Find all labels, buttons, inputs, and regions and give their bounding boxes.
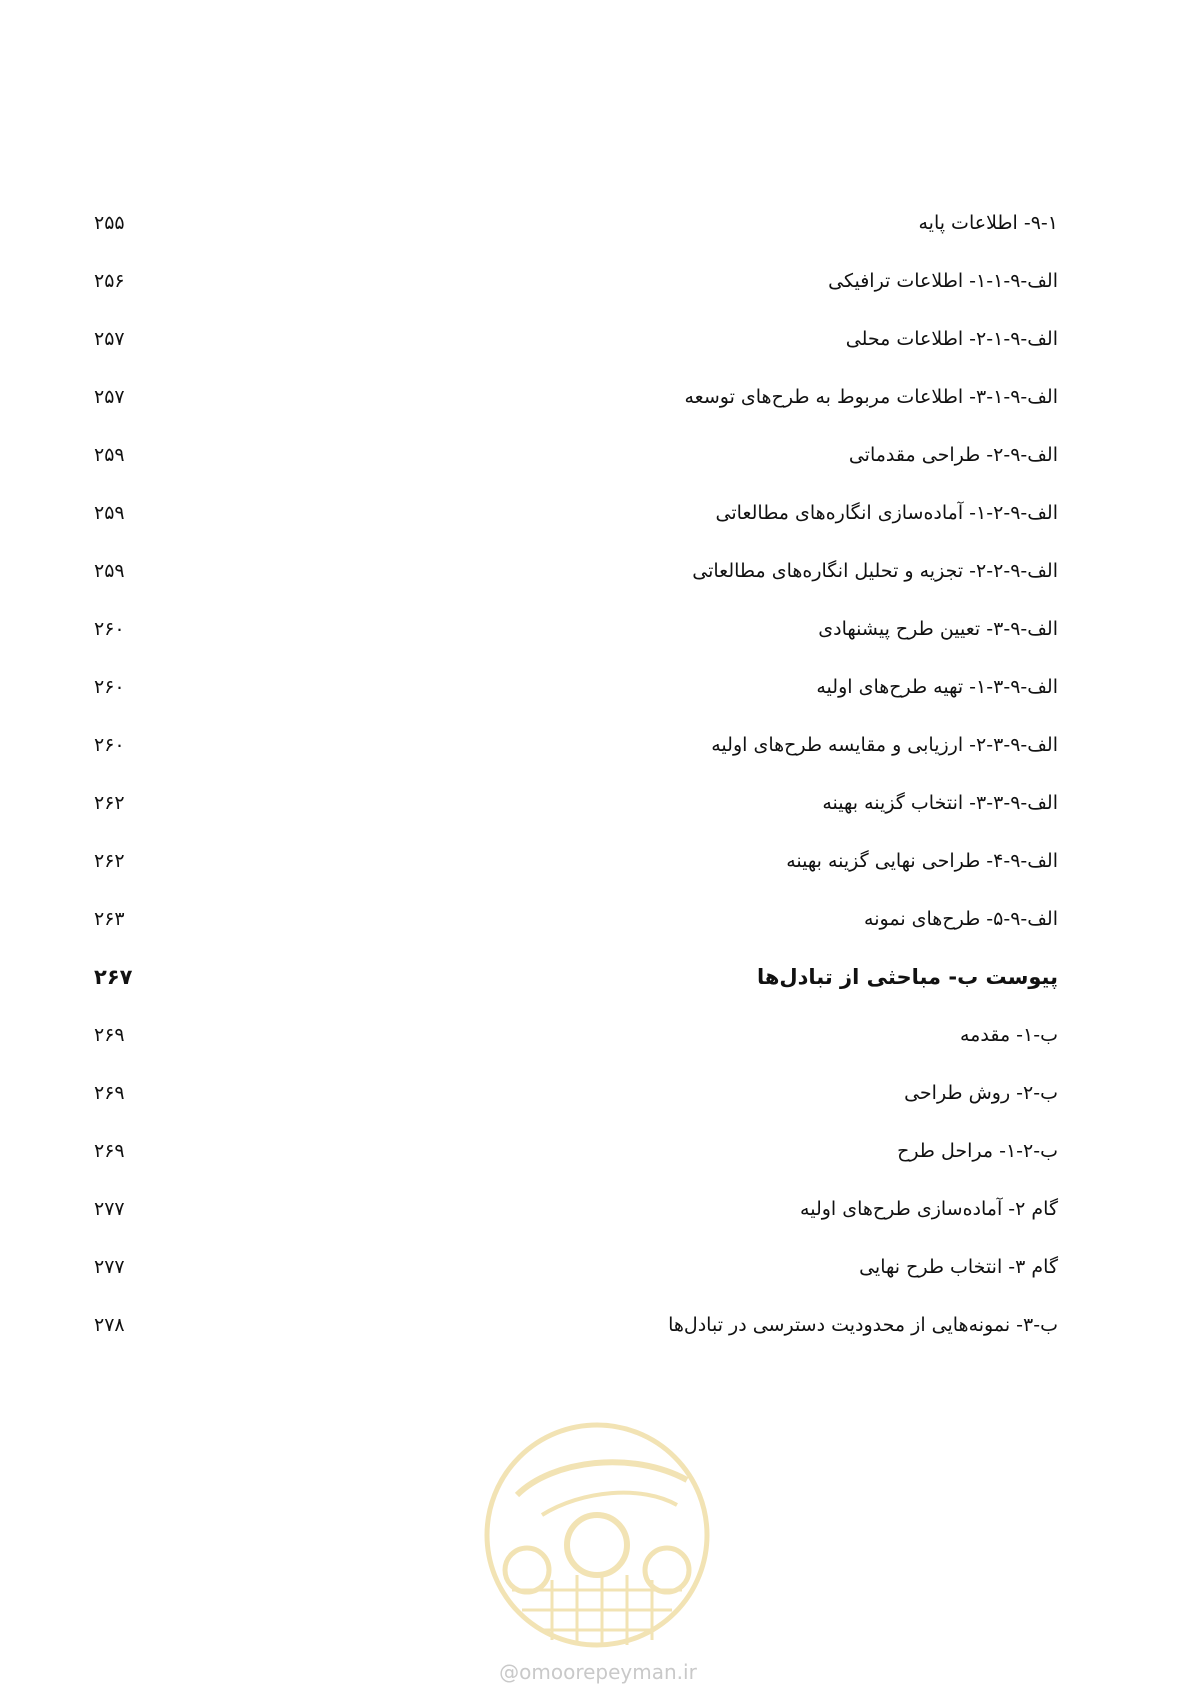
toc-entry[interactable]	[94, 1080, 1058, 1138]
toc-entry-page-number: ۲۷۷	[94, 1256, 125, 1278]
toc-entry-page-number: ۲۵۷	[94, 386, 125, 408]
toc-entry-title: الف-۹-۳-۲- ارزیابی و مقایسه طرح‌های اولیه	[711, 734, 1058, 756]
toc-entry-title: الف-۹-۳-۳- انتخاب گزینه بهینه	[822, 792, 1058, 814]
toc-entry-page-number: ۲۶۰	[94, 618, 125, 640]
watermark-url: @omoorepeyman.ir	[499, 1660, 697, 1684]
table-of-contents	[94, 210, 1058, 1370]
toc-section-heading[interactable]	[94, 964, 1058, 1022]
toc-entry[interactable]	[94, 1312, 1058, 1370]
toc-entry-page-number: ۲۶۳	[94, 908, 125, 930]
toc-entry-page-number: ۲۶۲	[94, 850, 125, 872]
toc-entry[interactable]	[94, 848, 1058, 906]
toc-section-page-number: ۲۶۷	[94, 965, 133, 989]
toc-entry-page-number: ۲۷۸	[94, 1314, 125, 1336]
toc-entry[interactable]	[94, 1196, 1058, 1254]
toc-entry-title: ب-۱- مقدمه	[960, 1024, 1058, 1046]
toc-entry[interactable]	[94, 674, 1058, 732]
toc-entry-page-number: ۲۶۰	[94, 676, 125, 698]
toc-entry-title: الف-۹-۳-۱- تهیه طرح‌های اولیه	[816, 676, 1058, 698]
toc-entry[interactable]	[94, 210, 1058, 268]
toc-entry-title: ب-۲- روش طراحی	[904, 1082, 1058, 1104]
toc-entry-title: الف-۹-۵- طرح‌های نمونه	[864, 908, 1058, 930]
toc-entry-title: الف-۹-۴- طراحی نهایی گزینه بهینه	[786, 850, 1058, 872]
toc-entry[interactable]	[94, 616, 1058, 674]
toc-entry-page-number: ۲۶۹	[94, 1140, 125, 1162]
toc-entry-title: الف-۹-۲-۲- تجزیه و تحلیل انگاره‌های مطالعاتی	[692, 560, 1058, 582]
logo-center-gear	[567, 1515, 627, 1575]
toc-entry[interactable]	[94, 906, 1058, 964]
toc-entry[interactable]	[94, 1022, 1058, 1080]
toc-entry-title: الف-۹-۱-۳- اطلاعات مربوط به طرح‌های توسعه	[684, 386, 1058, 408]
toc-entry-page-number: ۲۶۹	[94, 1024, 125, 1046]
toc-entry[interactable]	[94, 1254, 1058, 1312]
logo-outer-ring	[487, 1425, 707, 1645]
toc-entry[interactable]	[94, 500, 1058, 558]
logo-left-gear	[505, 1548, 549, 1592]
toc-section-title: پیوست ب- مباحثی از تبادل‌ها	[756, 965, 1058, 989]
toc-entry-title: گام ۲- آماده‌سازی طرح‌های اولیه	[800, 1198, 1058, 1220]
toc-entry-title: الف-۹-۳- تعیین طرح پیشنهادی	[818, 618, 1058, 640]
toc-entry-title: الف-۹-۲- طراحی مقدماتی	[848, 444, 1058, 466]
toc-entry[interactable]	[94, 1138, 1058, 1196]
toc-entry-page-number: ۲۵۹	[94, 444, 125, 466]
logo-grid	[512, 1575, 682, 1645]
toc-entry[interactable]	[94, 442, 1058, 500]
toc-entry[interactable]	[94, 268, 1058, 326]
toc-entry-page-number: ۲۶۹	[94, 1082, 125, 1104]
toc-entry-title: الف-۹-۲-۱- آماده‌سازی انگاره‌های مطالعاتی	[715, 502, 1058, 524]
toc-entry[interactable]	[94, 384, 1058, 442]
toc-entry-title: الف-۹-۱-۲- اطلاعات محلی	[845, 328, 1058, 350]
logo-script-stroke	[542, 1493, 677, 1515]
toc-entry-title: الف-۹-۱-۱- اطلاعات ترافیکی	[828, 270, 1058, 292]
toc-entry-page-number: ۲۵۹	[94, 560, 125, 582]
toc-entry-page-number: ۲۵۶	[94, 270, 125, 292]
toc-entry-page-number: ۲۶۰	[94, 734, 125, 756]
toc-entry-title: ب-۲-۱- مراحل طرح	[897, 1140, 1058, 1162]
toc-entry[interactable]	[94, 558, 1058, 616]
toc-entry-page-number: ۲۵۵	[94, 212, 125, 234]
toc-entry-page-number: ۲۶۲	[94, 792, 125, 814]
toc-entry[interactable]	[94, 326, 1058, 384]
toc-entry-page-number: ۲۷۷	[94, 1198, 125, 1220]
toc-entry-page-number: ۲۵۷	[94, 328, 125, 350]
logo-script-stroke	[517, 1462, 687, 1495]
toc-entry-page-number: ۲۵۹	[94, 502, 125, 524]
toc-entry-title: ۹-۱- اطلاعات پایه	[918, 212, 1058, 234]
toc-entry-title: گام ۳- انتخاب طرح نهایی	[859, 1256, 1058, 1278]
watermark-logo	[482, 1420, 712, 1650]
toc-entry-title: ب-۳- نمونه‌هایی از محدودیت دسترسی در تبادل‌ها	[668, 1314, 1058, 1336]
toc-entry[interactable]	[94, 732, 1058, 790]
toc-entry[interactable]	[94, 790, 1058, 848]
